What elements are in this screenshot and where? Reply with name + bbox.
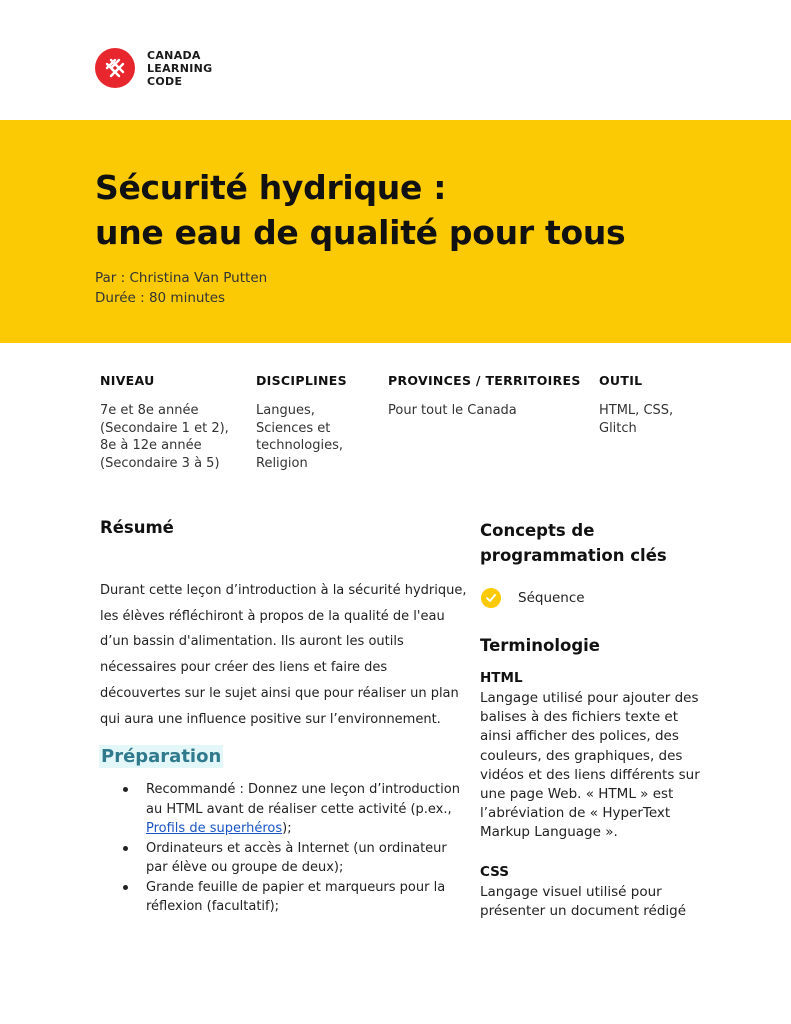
disciplines-value: Langues, Sciences et technologies, Religion	[256, 403, 344, 471]
title-line-2: une eau de qualité pour tous	[95, 213, 626, 252]
term-html: HTML	[480, 670, 523, 686]
author-text: Par : Christina Van Putten	[95, 270, 268, 286]
concept-item-sequence	[481, 588, 585, 608]
summary-heading: Résumé	[100, 518, 174, 537]
duration-text: Durée : 80 minutes	[95, 290, 226, 306]
terminology-heading: Terminologie	[480, 636, 600, 655]
preparation-heading: Préparation	[101, 746, 222, 767]
term-css-definition: Langage visuel utilisé pour présenter un document rédigé	[480, 884, 687, 920]
term-css: CSS	[480, 864, 509, 880]
info-niveau	[100, 373, 229, 472]
list-item: Ordinateurs et accès à Internet (un ordinateur par élève ou groupe de deux);	[120, 839, 460, 878]
list-item: Recommandé : Donnez une leçon d’introduction au HTML avant de réaliser cette activité (p.ex., Profils de superhéros);	[120, 780, 460, 839]
provinces-value: Pour tout le Canada	[388, 403, 517, 418]
superhero-profiles-link[interactable]: Profils de superhéros	[146, 821, 283, 836]
info-disciplines	[256, 373, 347, 472]
outil-heading: OUTIL	[599, 373, 643, 388]
niveau-heading: NIVEAU	[100, 373, 155, 388]
list-item: Grande feuille de papier et marqueurs pour la réflexion (facultatif);	[120, 878, 460, 917]
term-html-definition: Langage utilisé pour ajouter des balises à des fichiers texte et ainsi afficher des polices, des couleurs, des graphiques, des vidéos et des liens différents sur une page Web. « HTML » est l’abréviation de « HyperText Markup Language ».	[480, 690, 700, 841]
concepts-heading: Concepts de programmation clés	[480, 521, 667, 565]
niveau-value: 7e et 8e année (Secondaire 1 et 2), 8e à 12e année (Secondaire 3 à 5)	[100, 403, 229, 471]
info-provinces	[388, 373, 581, 420]
concept-label: Séquence	[518, 590, 585, 606]
lesson-meta	[95, 268, 267, 308]
disciplines-heading: DISCIPLINES	[256, 373, 347, 388]
provinces-heading: PROVINCES / TERRITOIRES	[388, 373, 581, 388]
preparation-list	[120, 780, 460, 917]
canada-learning-code-logo-icon	[95, 48, 135, 88]
logo-wordmark: CANADA LEARNING CODE	[147, 48, 213, 88]
check-circle-icon	[481, 588, 501, 608]
summary-text: Durant cette leçon d’introduction à la sécurité hydrique, les élèves réfléchiront à propos de la qualité de l'eau d’un bassin d'alimentation. Ils auront les outils nécessaires pour créer des liens et faire des découvertes sur le sujet ainsi que pour réaliser un plan qui aura une influence positive sur l’environnement.	[100, 583, 467, 727]
brand-logo	[95, 48, 212, 88]
title-line-1: Sécurité hydrique :	[95, 168, 447, 207]
page-title	[95, 165, 625, 255]
outil-value: HTML, CSS, Glitch	[599, 403, 674, 436]
info-outil	[599, 373, 673, 437]
